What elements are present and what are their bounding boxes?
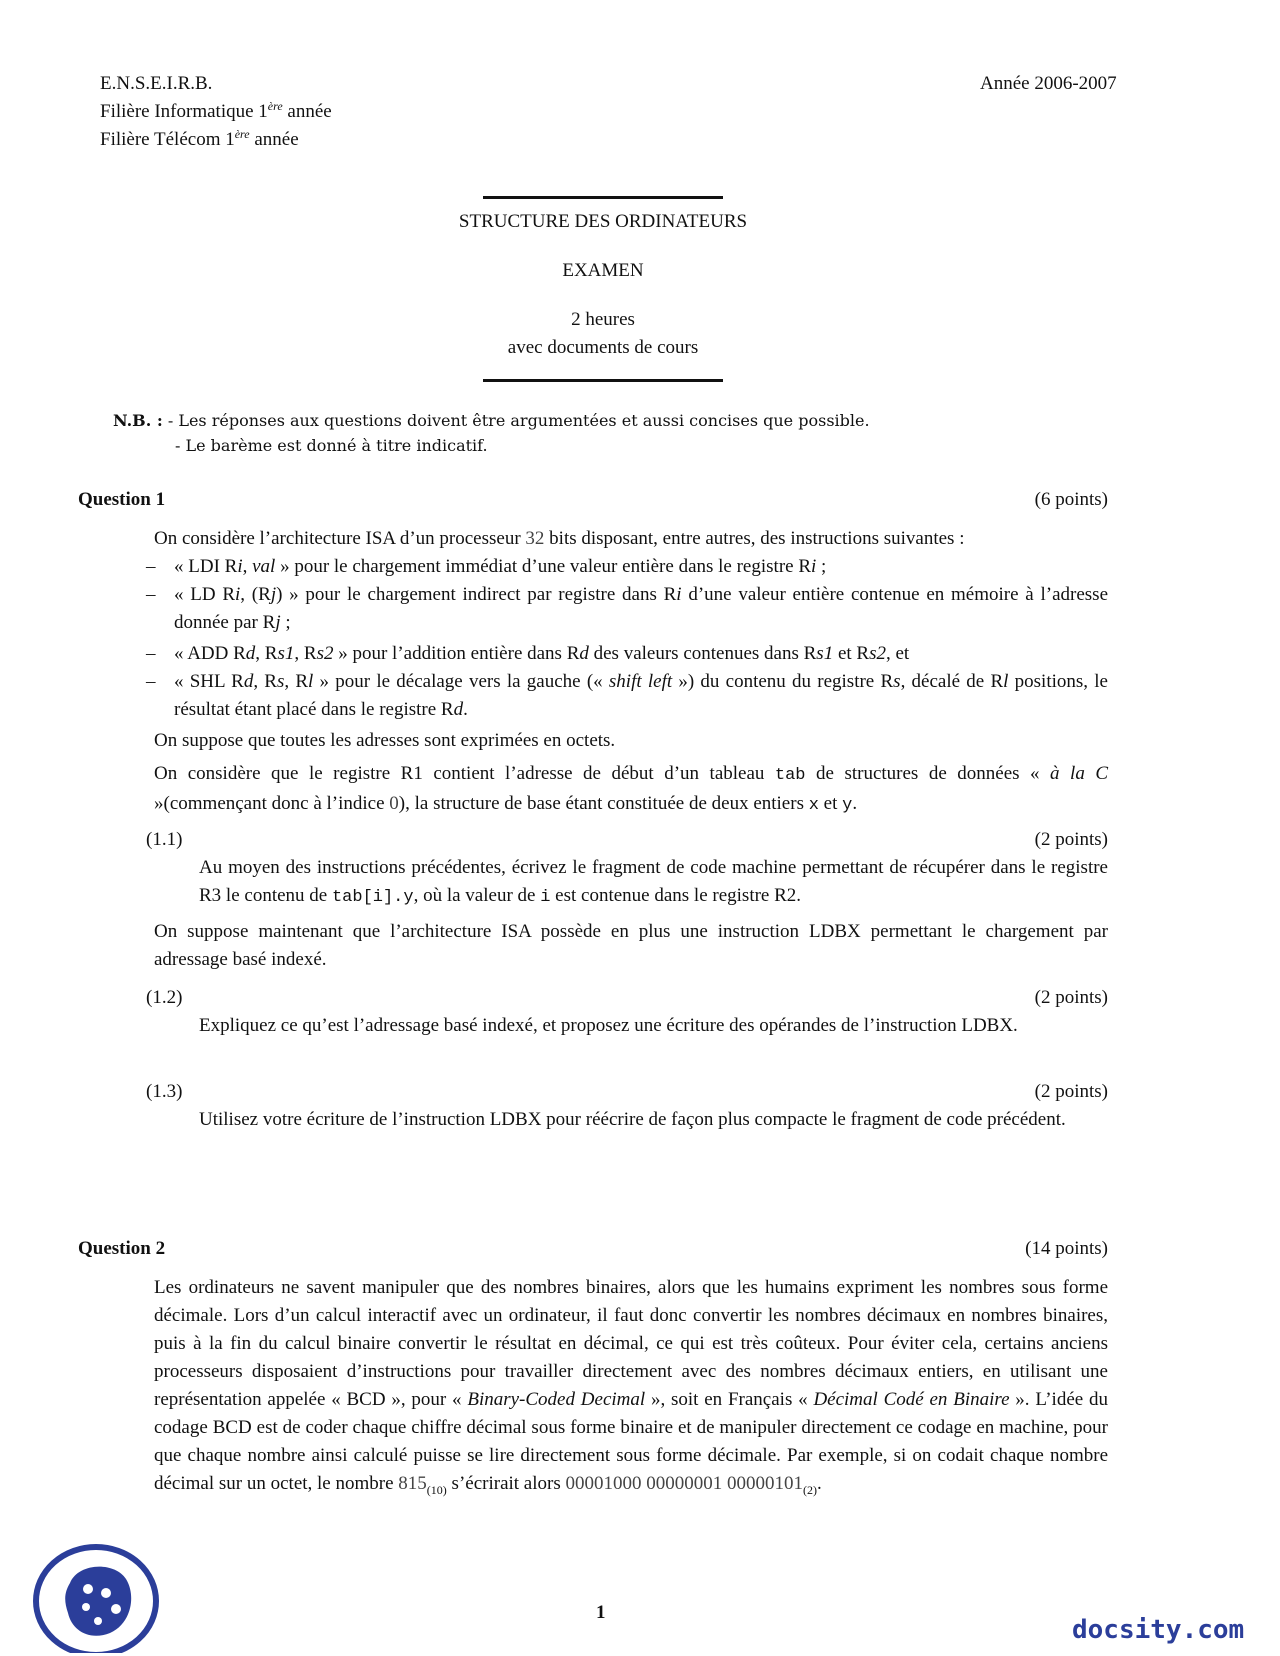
docsity-watermark[interactable]: docsity.com xyxy=(1072,1615,1245,1645)
code-i: i xyxy=(540,888,551,907)
t: ». L’idée du codage BCD est de coder chaque chiffre décimal sous forme binaire et de manipuler directement ce codage en machine, pour que chaque nombre ainsi calculé puisse se lire directement sous forme décimale. Par exemple, si on codait chaque nombre décimal sur un octet, le nombre xyxy=(154,1389,1108,1494)
subquestion-1-3-header xyxy=(146,1078,1108,1106)
q1-octets-paragraph: On suppose que toutes les adresses sont exprimées en octets. xyxy=(154,730,616,751)
code-x: x xyxy=(808,796,819,815)
nb-line-1 xyxy=(113,408,870,433)
code-y: y xyxy=(842,796,853,815)
t: , où la valeur de xyxy=(413,885,541,906)
instruction-ldi xyxy=(146,553,1108,581)
t: i xyxy=(237,556,243,577)
q1-tab-paragraph xyxy=(154,760,1108,820)
nb-text-2: - Le barème est donné à titre indicatif. xyxy=(175,436,488,455)
t: , (R xyxy=(240,584,271,605)
number-815: 815 xyxy=(398,1473,427,1494)
t: , décalé de R xyxy=(900,671,1004,692)
subquestion-1-2-points: (2 points) xyxy=(1034,987,1108,1008)
bullet-dash: – xyxy=(146,584,156,605)
t: j xyxy=(270,584,277,605)
question-2-title: Question 2 xyxy=(78,1238,166,1259)
t: shift left xyxy=(608,671,673,692)
t: i xyxy=(235,584,241,605)
t: Décimal Codé en Binaire xyxy=(813,1389,1010,1410)
t: « SHL R xyxy=(174,671,244,692)
subscript-10: (10) xyxy=(426,1483,447,1497)
code-tab: tab xyxy=(774,766,806,785)
bullet-dash: – xyxy=(146,556,156,577)
exam-documents: avec documents de cours xyxy=(507,337,699,358)
t: , R xyxy=(253,671,277,692)
t: , R xyxy=(255,643,278,664)
t: « LDI R xyxy=(174,556,238,577)
t: , R xyxy=(284,671,309,692)
t: » pour le décalage vers la gauche (« xyxy=(313,671,609,692)
q1-intro-text-end: bits disposant, entre autres, des instructions suivantes : xyxy=(544,528,965,549)
subquestion-1-2-header xyxy=(146,984,1108,1012)
t: s xyxy=(893,671,901,692)
instruction-shl-text xyxy=(174,668,1108,724)
t: s2 xyxy=(869,643,886,664)
t: d xyxy=(453,699,464,720)
t: à la C xyxy=(1050,763,1108,784)
t: val xyxy=(252,556,276,577)
t: s2 xyxy=(316,643,334,664)
subquestion-1-1-text xyxy=(199,854,1108,912)
nb-label: N.B. : xyxy=(113,411,163,430)
docsity-logo-icon xyxy=(30,1541,162,1653)
superscript-ere: ère xyxy=(267,99,283,113)
q1-intro-text: On considère l’architecture ISA d’un processeur xyxy=(154,528,526,549)
instruction-ldi-text xyxy=(174,553,1108,581)
school-name: E.N.S.E.I.R.B. xyxy=(100,73,213,94)
t: ; xyxy=(816,556,827,577)
t: , et xyxy=(886,643,910,664)
subscript-2: (2) xyxy=(803,1483,817,1497)
program-telecom-annee: année xyxy=(249,129,299,150)
t: « LD R xyxy=(174,584,236,605)
instruction-ld xyxy=(146,581,1108,637)
question-1-title: Question 1 xyxy=(78,489,166,510)
t: i xyxy=(811,556,817,577)
question-2-header xyxy=(78,1235,1108,1263)
t: . xyxy=(463,699,468,720)
t: et xyxy=(818,793,843,814)
question-2-text xyxy=(154,1274,1108,1498)
subquestion-1-3-number: (1.3) xyxy=(146,1081,183,1102)
t: d’une valeur entière contenue en mémoire à l’adresse donnée par R xyxy=(174,584,1109,633)
t: Les ordinateurs ne savent manipuler que des nombres binaires, alors que les humains expriment les nombres sous forme décimale. Lors d’un calcul interactif avec un ordinateur, il faut donc convertir les nombres décimaux en nombres binaires, puis à la fin du calcul binaire convertir le résultat en décimal, ce qui est très coûteux. Pour éviter cela, certains anciens processeurs disposaient d’instructions pour travailler directement avec des nombres décimaux entiers, en utilisant une représentation appelée « BCD », pour « xyxy=(154,1277,1108,1410)
t: et R xyxy=(833,643,870,664)
page-number: 1 xyxy=(596,1602,606,1623)
t: s1 xyxy=(277,643,295,664)
q1-intro-bits: 32 xyxy=(525,528,545,549)
subquestion-1-3-points: (2 points) xyxy=(1034,1081,1108,1102)
academic-year: Année 2006-2007 xyxy=(980,73,1117,94)
code-tab-i-y: tab[i].y xyxy=(331,888,414,907)
subquestion-1-2-text: Expliquez ce qu’est l’adressage basé indexé, et proposez une écriture des opérandes de l’instruction LDBX. xyxy=(199,1015,1018,1036)
t: , R xyxy=(294,643,317,664)
instruction-add xyxy=(146,640,1108,668)
program-line-informatique xyxy=(100,98,332,126)
program-telecom-text: Filière Télécom 1 xyxy=(100,129,235,150)
t: de structures de données « xyxy=(805,763,1051,784)
q1-intro xyxy=(154,525,1108,553)
question-1-header xyxy=(78,486,1108,514)
t: » pour l’addition entière dans R xyxy=(333,643,580,664)
instruction-add-text xyxy=(174,640,1108,668)
t: d xyxy=(245,643,256,664)
t: Au moyen des instructions précédentes, écrivez le fragment de code machine permettant de récupérer dans le registre R3 le contenu de xyxy=(199,857,1108,906)
t: »(commençant donc à l’indice xyxy=(154,793,390,814)
t: ), la structure de base étant constituée de deux entiers xyxy=(398,793,809,814)
superscript-ere: ère xyxy=(234,127,250,141)
course-title: STRUCTURE DES ORDINATEURS xyxy=(458,211,748,232)
t: ») du contenu du registre R xyxy=(672,671,894,692)
program-informatique-annee: année xyxy=(282,101,332,122)
t: s1 xyxy=(816,643,834,664)
t: d xyxy=(579,643,589,664)
subquestion-1-1-points: (2 points) xyxy=(1034,829,1108,850)
program-line-telecom xyxy=(100,126,299,154)
question-1-points: (6 points) xyxy=(1034,489,1108,510)
program-informatique-text: Filière Informatique 1 xyxy=(100,101,268,122)
subquestion-1-2-number: (1.2) xyxy=(146,987,183,1008)
t: », soit en Français « xyxy=(645,1389,814,1410)
instruction-ld-text xyxy=(174,581,1108,637)
instruction-shl xyxy=(146,668,1108,724)
t: 0 xyxy=(389,793,399,814)
bullet-dash: – xyxy=(146,671,156,692)
t: s xyxy=(276,671,285,692)
t: » pour le chargement immédiat d’une valeur entière dans le registre R xyxy=(275,556,812,577)
t: On considère que le registre R1 contient l’adresse de début d’un tableau xyxy=(154,763,775,784)
subquestion-1-3-text: Utilisez votre écriture de l’instruction LDBX pour réécrire de façon plus compacte le fragment de code précédent. xyxy=(199,1109,1066,1130)
t: . xyxy=(817,1473,822,1494)
t: l xyxy=(308,671,314,692)
nb-text-1: - Les réponses aux questions doivent être argumentées et aussi concises que possible. xyxy=(162,411,870,430)
t: positions, le résultat étant placé dans le registre R xyxy=(174,671,1108,720)
t: « ADD R xyxy=(174,643,246,664)
binary-value: 00001000 00000001 00000101 xyxy=(565,1473,803,1494)
t: l xyxy=(1003,671,1009,692)
t: , xyxy=(242,556,253,577)
title-rule-top xyxy=(483,196,723,199)
t: ; xyxy=(280,612,291,633)
t: j xyxy=(275,612,281,633)
exam-title: EXAMEN xyxy=(562,260,644,281)
t: d xyxy=(243,671,254,692)
exam-duration: 2 heures xyxy=(571,309,635,330)
subquestion-1-1-header xyxy=(146,826,1108,854)
t: est contenue dans le registre R2. xyxy=(550,885,802,906)
subquestion-1-1-number: (1.1) xyxy=(146,829,183,850)
t: ) » pour le chargement indirect par registre dans R xyxy=(276,584,677,605)
t: . xyxy=(852,793,858,814)
title-rule-bottom xyxy=(483,379,723,382)
q1-ldbx-paragraph: On suppose maintenant que l’architecture ISA possède en plus une instruction LDBX permettant le chargement par adressage basé indexé. xyxy=(154,921,1108,970)
t: Binary-Coded Decimal xyxy=(467,1389,646,1410)
t: i xyxy=(676,584,682,605)
t: des valeurs contenues dans R xyxy=(588,643,817,664)
bullet-dash: – xyxy=(146,643,156,664)
t: s’écrirait alors xyxy=(446,1473,566,1494)
question-2-points: (14 points) xyxy=(1025,1238,1108,1259)
